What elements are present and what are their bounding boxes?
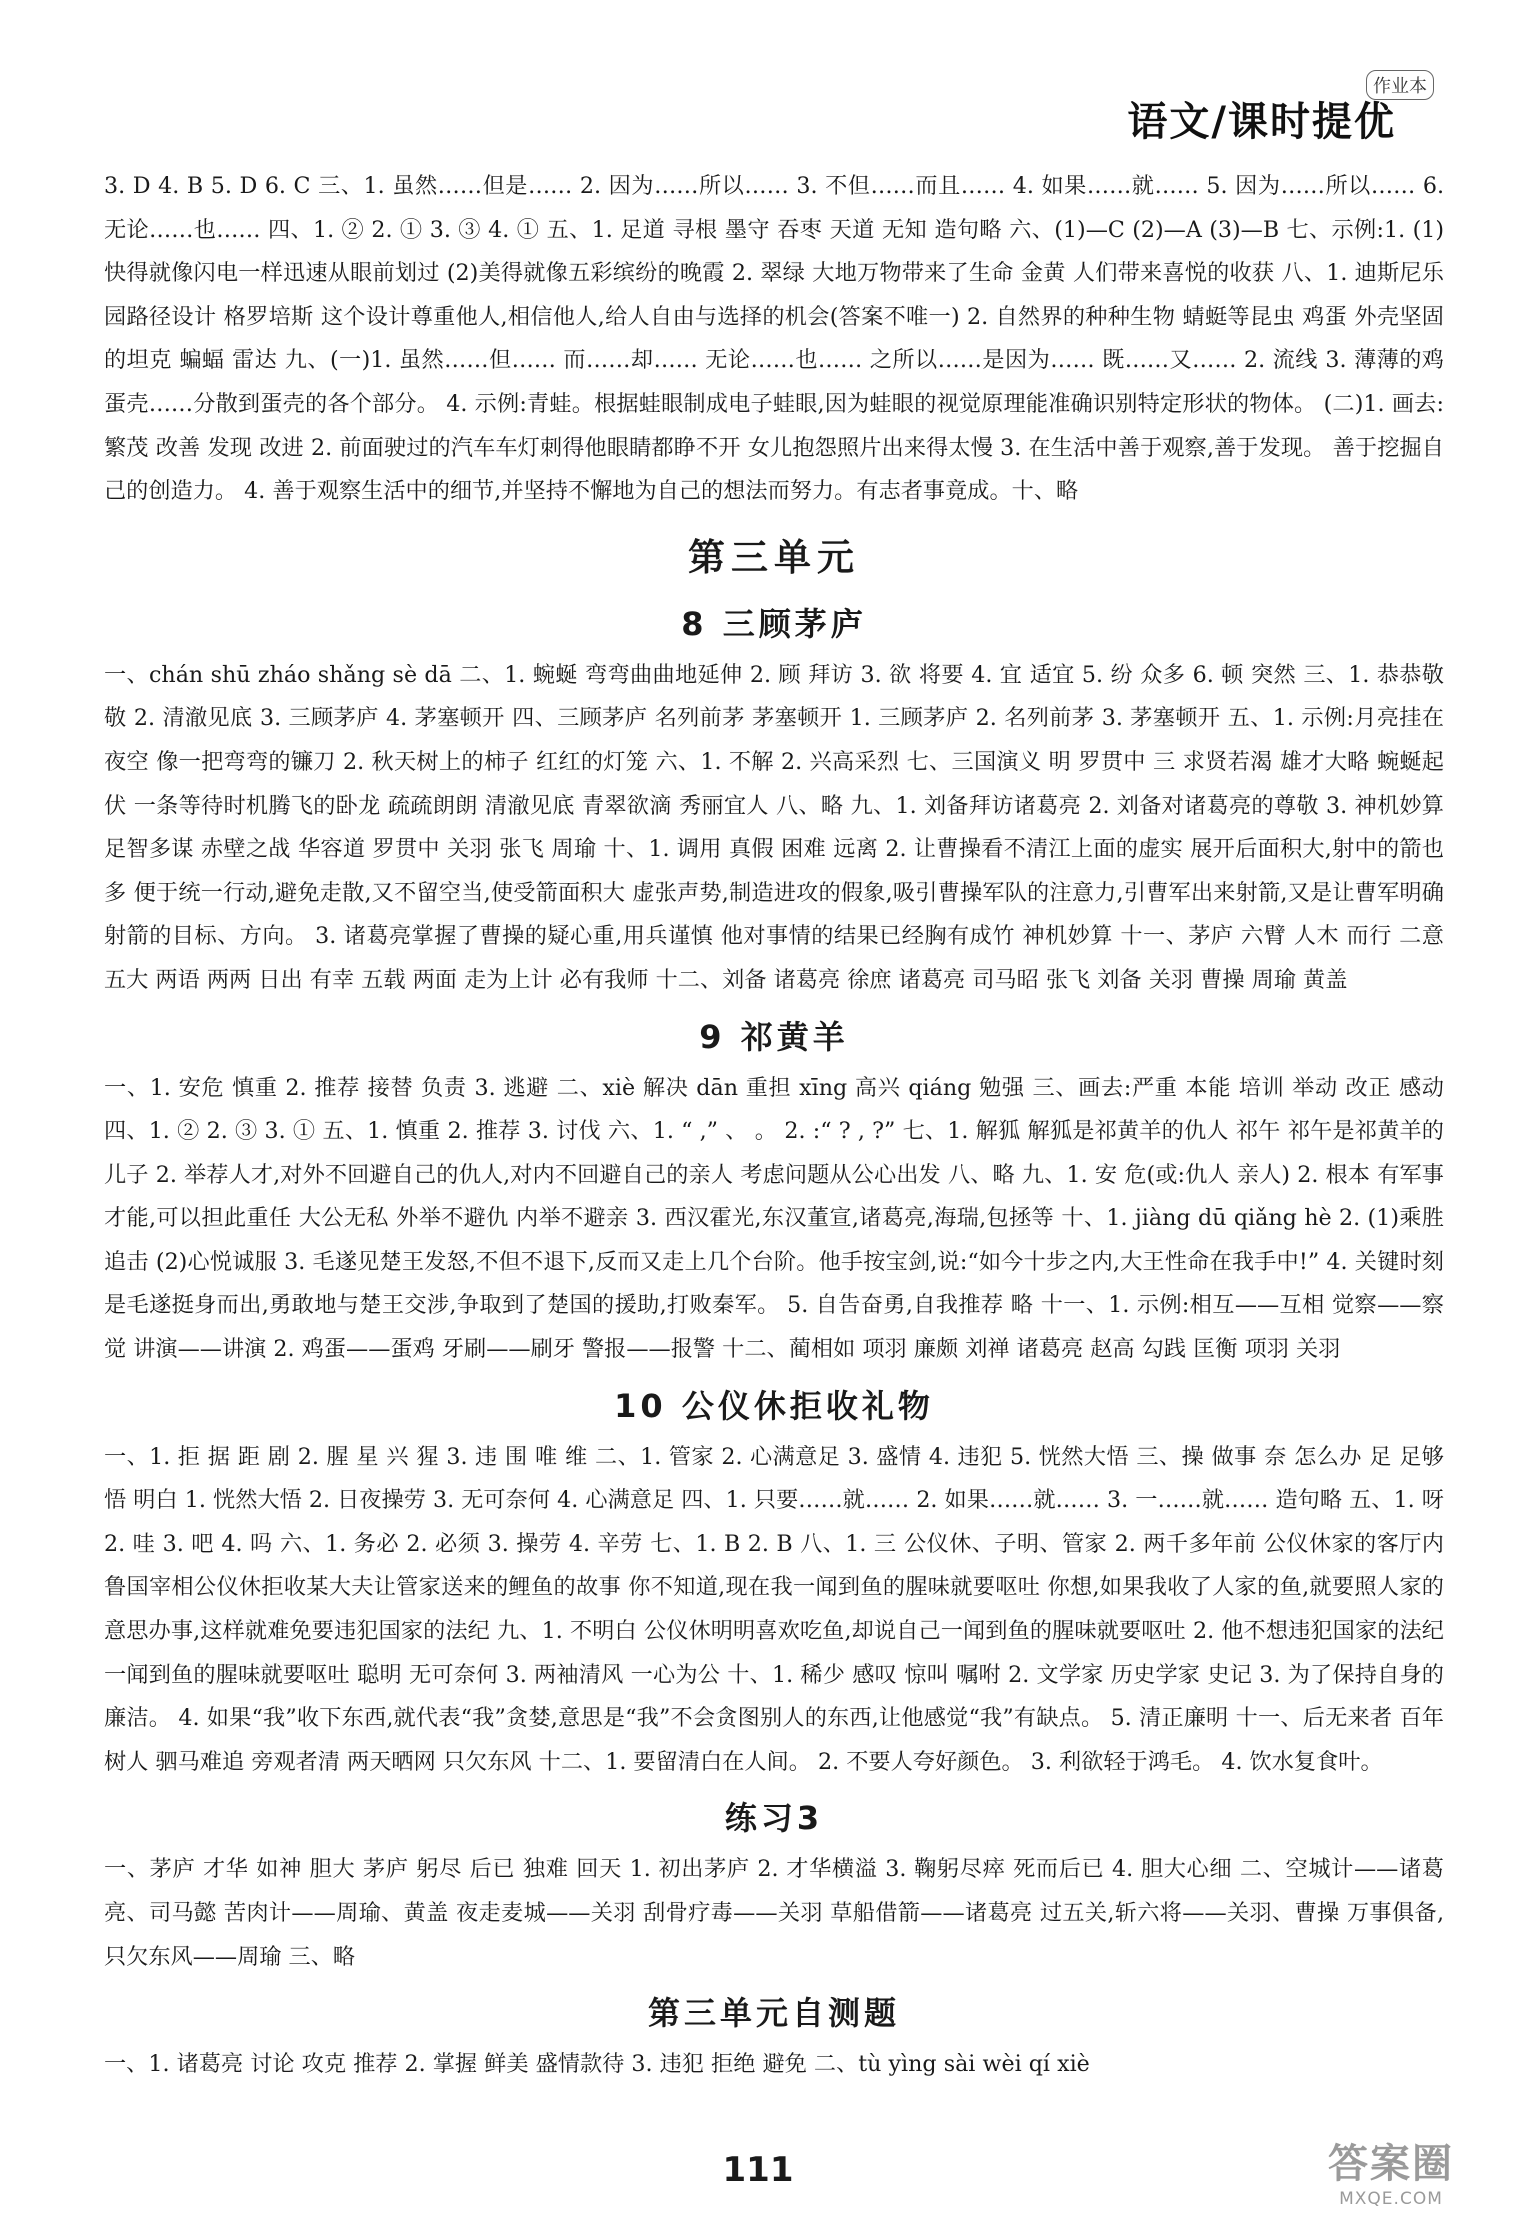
- lesson-title: 9 祁黄羊: [699, 1017, 849, 1056]
- lesson-title: 8 三顾茅庐: [681, 604, 867, 643]
- unit-title: 第三单元: [688, 535, 860, 579]
- lesson-title: 第三单元自测题: [647, 1994, 900, 2033]
- header-title: 语文/课时提优: [1127, 99, 1396, 145]
- header-tag: 作业本: [1366, 70, 1434, 100]
- page-number: 111: [722, 2150, 794, 2190]
- watermark-url: MXQE.COM: [1339, 2189, 1443, 2209]
- answer-content: [104, 165, 1444, 2087]
- lesson-title: 10 公仪休拒收礼物: [614, 1386, 934, 1425]
- answer-paragraph: 一、茅庐 才华 如神 胆大 茅庐 躬尽 后已 独难 回天 1. 初出茅庐 2. 才华横溢 3. 鞠躬尽瘁 死而后已 4. 胆大心细 二、空城计——诸葛亮、司马懿 苦肉计——周瑜、黄盖 夜走麦城——关羽 刮骨疗毒——关羽 草船借箭——诸葛亮 过五关,斩六将——关羽、曹操 万事俱备,只欠东风——周瑜 三、略: [104, 1856, 1444, 1970]
- answer-paragraph: 一、chán shū zháo shǎng sè dā 二、1. 蜿蜒 弯弯曲曲地延伸 2. 顾 拜访 3. 欲 将要 4. 宜 适宜 5. 纷 众多 6. 顿 突然 三、1. 恭恭敬敬 2. 清澈见底 3. 三顾茅庐 4. 茅塞顿开 四、三顾茅庐 名列前茅 茅塞顿开 1. 三顾茅庐 2. 名列前茅 3. 茅塞顿开 五、1. 示例:月亮挂在夜空 像一把弯弯的镰刀 2. 秋天树上的柿子 红红的灯笼 六、1. 不解 2. 兴高采烈 七、三国演义 明 罗贯中 三 求贤若渴 雄才大略 蜿蜒起伏 一条等待时机腾飞的卧龙 疏疏朗朗 清澈见底 青翠欲滴 秀丽宜人 八、略 九、1. 刘备拜访诸葛亮 2. 刘备对诸葛亮的尊敬 3. 神机妙算 足智多谋 赤壁之战 华容道 罗贯中 关羽 张飞 周瑜 十、1. 调用 真假 困难 远离 2. 让曹操看不清江上面的虚实 展开后面积大,射中的箭也多 便于统一行动,避免走散,又不留空当,使受箭面积大 虚张声势,制造进攻的假象,吸引曹操军队的注意力,引曹军出来射箭,又是让曹军明确射箭的目标、方向。 3. 诸葛亮掌握了曹操的疑心重,用兵谨慎 他对事情的结果已经胸有成竹 神机妙算 十一、茅庐 六臂 人木 而行 二意 五大 两语 两两 日出 有幸 五载 两面 走为上计 必有我师 十二、刘备 诸葛亮 徐庶 诸葛亮 司马昭 张飞 刘备 关羽 曹操 周瑜 黄盖: [104, 661, 1444, 993]
- answer-paragraph: 3. D 4. B 5. D 6. C 三、1. 虽然……但是…… 2. 因为……所以…… 3. 不但……而且…… 4. 如果……就…… 5. 因为……所以…… 6. 无论……也…… 四、1. ② 2. ① 3. ③ 4. ① 五、1. 足道 寻根 墨守 吞枣 天道 无知 造句略 六、(1)—C (2)—A (3)—B 七、示例:1. (1)快得就像闪电一样迅速从眼前划过 (2)美得就像五彩缤纷的晚霞 2. 翠绿 大地万物带来了生命 金黄 人们带来喜悦的收获 八、1. 迪斯尼乐园路径设计 格罗培斯 这个设计尊重他人,相信他人,给人自由与选择的机会(答案不唯一) 2. 自然界的种种生物 蜻蜓等昆虫 鸡蛋 外壳坚固的坦克 蝙蝠 雷达 九、(一)1. 虽然……但…… 而……却…… 无论……也…… 之所以……是因为…… 既……又…… 2. 流线 3. 薄薄的鸡蛋壳……分散到蛋壳的各个部分。 4. 示例:青蛙。根据蛙眼制成电子蛙眼,因为蛙眼的视觉原理能准确识别特定形状的物体。 (二)1. 画去:繁茂 改善 发现 改进 2. 前面驶过的汽车车灯刺得他眼睛都睁不开 女儿抱怨照片出来得太慢 3. 在生活中善于观察,善于发现。 善于挖掘自己的创造力。 4. 善于观察生活中的细节,并坚持不懈地为自己的想法而努力。有志者事竟成。十、略: [104, 173, 1444, 505]
- answer-paragraph: 一、1. 诸葛亮 讨论 攻克 推荐 2. 掌握 鲜美 盛情款待 3. 违犯 拒绝 避免 二、tù yìng sài wèi qí xiè: [104, 2051, 1090, 2078]
- answer-paragraph: 一、1. 拒 据 距 剧 2. 腥 星 兴 猩 3. 违 围 唯 维 二、1. 管家 2. 心满意足 3. 盛情 4. 违犯 5. 恍然大悟 三、操 做事 奈 怎么办 足 足够 悟 明白 1. 恍然大悟 2. 日夜操劳 3. 无可奈何 4. 心满意足 四、1. 只要……就…… 2. 如果……就…… 3. 一……就…… 造句略 五、1. 呀 2. 哇 3. 吧 4. 吗 六、1. 务必 2. 必须 3. 操劳 4. 辛劳 七、1. B 2. B 八、1. 三 公仪休、子明、管家 2. 两千多年前 公仪休家的客厅内 鲁国宰相公仪休拒收某大夫让管家送来的鲤鱼的故事 你不知道,现在我一闻到鱼的腥味就要呕吐 你想,如果我收了人家的鱼,就要照人家的意思办事,这样就难免要违犯国家的法纪 九、1. 不明白 公仪休明明喜欢吃鱼,却说自己一闻到鱼的腥味就要呕吐 2. 他不想违犯国家的法纪 一闻到鱼的腥味就要呕吐 聪明 无可奈何 3. 两袖清风 一心为公 十、1. 稀少 感叹 惊叫 嘱咐 2. 文学家 历史学家 史记 3. 为了保持自身的廉洁。 4. 如果“我”收下东西,就代表“我”贪婪,意思是“我”不会贪图别人的东西,让他感觉“我”有缺点。 5. 清正廉明 十一、后无来者 百年树人 驷马难追 旁观者清 两天晒网 只欠东风 十二、1. 要留清白在人间。 2. 不要人夸好颜色。 3. 利欲轻于鸿毛。 4. 饮水复食叶。: [104, 1443, 1444, 1775]
- watermark: [1306, 2140, 1476, 2220]
- lesson-title: 练习3: [724, 1799, 824, 1838]
- answer-paragraph: 一、1. 安危 慎重 2. 推荐 接替 负责 3. 逃避 二、xiè 解决 dān 重担 xīng 高兴 qiáng 勉强 三、画去:严重 本能 培训 举动 改正 感动 四、1. ② 2. ③ 3. ① 五、1. 慎重 2. 推荐 3. 讨伐 六、1. “ ,” 、 。 2. :“ ? , ?” 七、1. 解狐 解狐是祁黄羊的仇人 祁午 祁午是祁黄羊的儿子 2. 举荐人才,对外不回避自己的仇人,对内不回避自己的亲人 考虑问题从公心出发 八、略 九、1. 安 危(或:仇人 亲人) 2. 根本 有军事才能,可以担此重任 大公无私 外举不避仇 内举不避亲 3. 西汉霍光,东汉董宣,诸葛亮,海瑞,包拯等 十、1. jiàng dū qiǎng hè 2. (1)乘胜追击 (2)心悦诚服 3. 毛遂见楚王发怒,不但不退下,反而又走上几个台阶。他手按宝剑,说:“如今十步之内,大王性命在我手中!” 4. 关键时刻是毛遂挺身而出,勇敢地与楚王交涉,争取到了楚国的援助,打败秦军。 5. 自告奋勇,自我推荐 略 十一、1. 示例:相互——互相 觉察——察觉 讲演——讲演 2. 鸡蛋——蛋鸡 牙刷——刷牙 警报——报警 十二、蔺相如 项羽 廉颇 刘禅 诸葛亮 赵高 勾践 匡衡 项羽 关羽: [104, 1074, 1444, 1363]
- watermark-logo: 答案圈: [1328, 2141, 1454, 2187]
